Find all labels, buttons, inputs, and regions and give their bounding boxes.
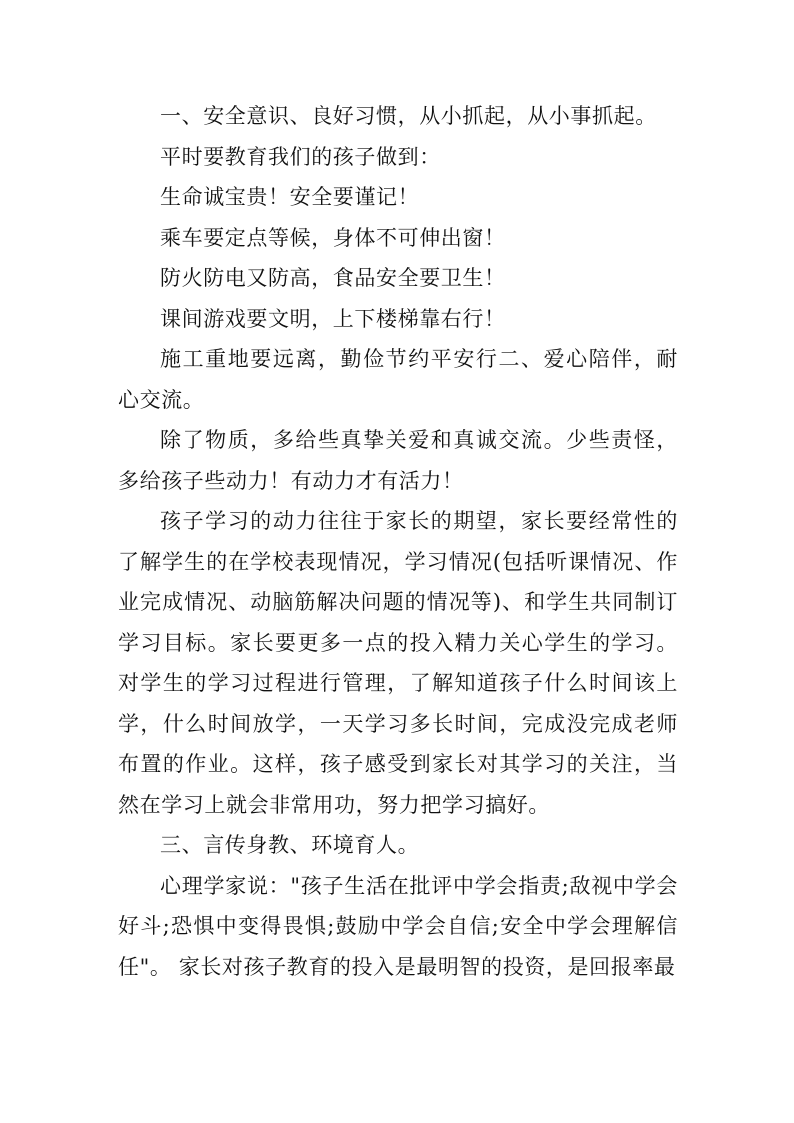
- paragraph-rule-life: 生命诚宝贵！安全要谨记！: [160, 185, 420, 209]
- paragraph-rule-construction-and-section-two: 施工重地要远离，勤俭节约平安行二、爱心陪伴，耐心交流。: [118, 347, 678, 412]
- paragraph-intro: 平时要教育我们的孩子做到：: [160, 144, 441, 169]
- paragraph-care-communication: 除了物质，多给些真挚关爱和真诚交流。少些责怪，多给孩子些动力！有动力才有活力！: [118, 428, 678, 493]
- paragraph-rule-fire-food: 防火防电又防高，食品安全要卫生！: [160, 266, 506, 290]
- paragraph-rule-vehicle: 乘车要定点等候，身体不可伸出窗！: [160, 225, 506, 250]
- document-body: [118, 96, 678, 987]
- paragraph-safety-heading: 一、安全意识、良好习惯，从小抓起，从小事抓起。: [160, 104, 657, 128]
- paragraph-rule-recess-stairs: 课间游戏要文明，上下楼梯靠右行！: [160, 306, 506, 331]
- paragraph-section-three-heading: 三、言传身教、环境育人。: [160, 833, 420, 857]
- paragraph-parent-expectations: 孩子学习的动力往往于家长的期望，家长要经常性的了解学生的在学校表现情况，学习情况(包括听课情况、作业完成情况、动脑筋解决问题的情况等)、和学生共同制订学习目标。家长要更多一点的投入精力关心学生的学习。对学生的学习过程进行管理，了解知道孩子什么时间该上学，什么时间放学，一天学习多长时间，完成没完成老师布置的作业。这样，孩子感受到家长对其学习的关注，当然在学习上就会非常用功，努力把学习搞好。: [118, 509, 678, 817]
- paragraph-psychologist-quote: 心理学家说："孩子生活在批评中学会指责;敌视中学会好斗;恐惧中变得畏惧;鼓励中学会自信;安全中学会理解信任"。 家长对孩子教育的投入是最明智的投资，是回报率最: [118, 873, 678, 979]
